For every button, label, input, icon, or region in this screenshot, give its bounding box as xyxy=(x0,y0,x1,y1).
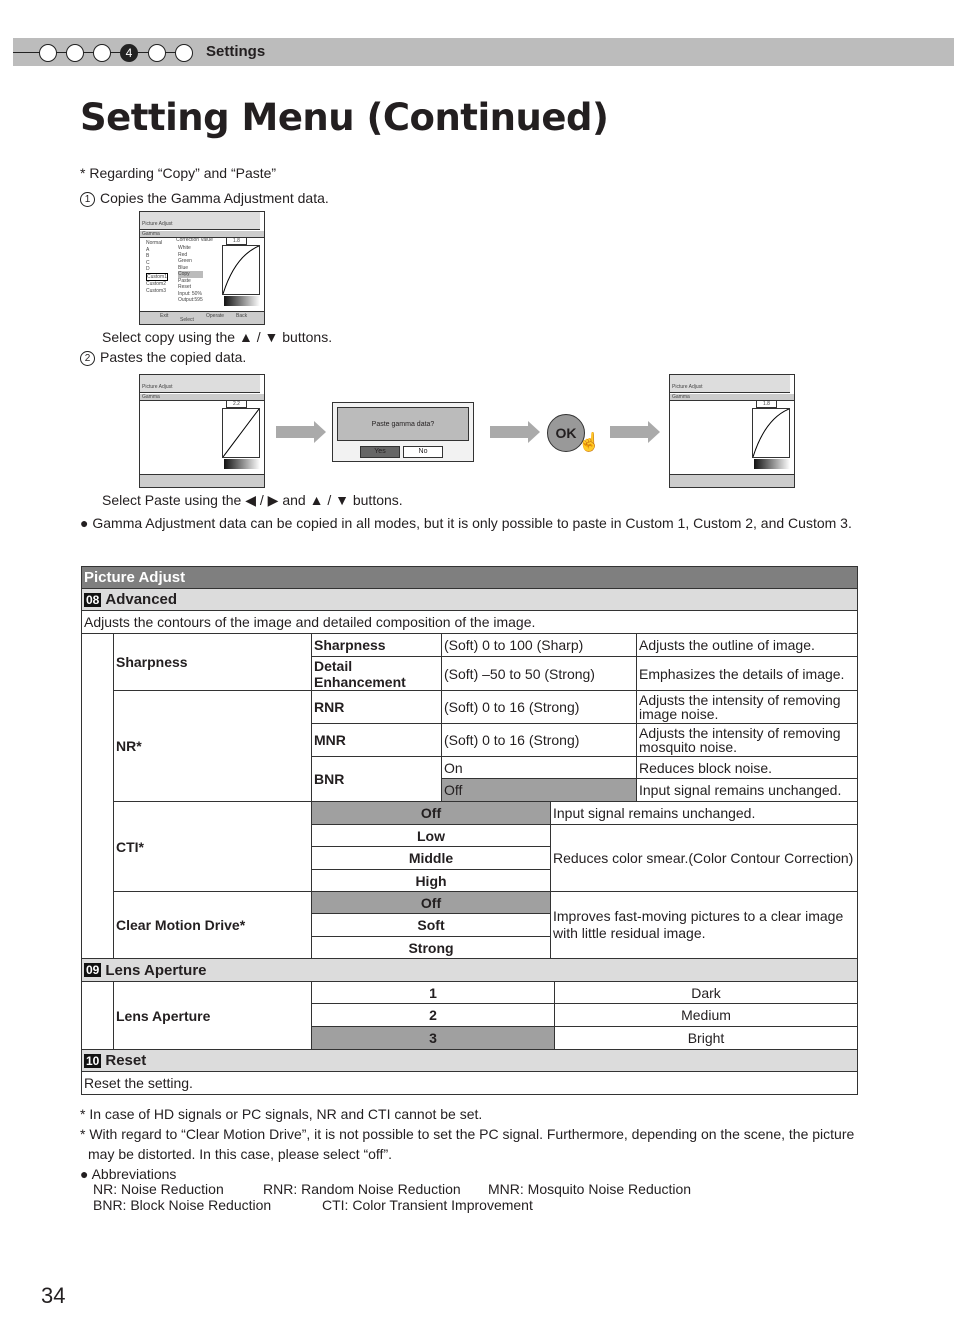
footnote: may be distorted. In this case, please select “off”. xyxy=(88,1146,393,1162)
abbreviation: BNR: Block Noise Reduction xyxy=(93,1197,272,1213)
tab-label: Picture Adjust xyxy=(672,384,703,390)
caption-text: Select Paste using the xyxy=(102,492,242,508)
sharpness-label: Sharpness xyxy=(113,633,312,691)
step-number: 1 xyxy=(80,192,95,207)
bnr-off-default: Off xyxy=(441,778,637,802)
bullet-icon: ● xyxy=(80,515,89,531)
section-label: Settings xyxy=(206,43,266,60)
lens-label: Lens Aperture xyxy=(113,981,312,1050)
button: Paste xyxy=(178,277,191,284)
gamma-curve xyxy=(752,408,790,458)
step-2 xyxy=(80,349,246,366)
dialog-message: Paste gamma data? xyxy=(337,407,469,441)
footer-label: Back xyxy=(236,313,248,319)
caption-text: and xyxy=(282,492,306,508)
row-name: MNR xyxy=(311,723,442,757)
abbreviations-heading xyxy=(80,1166,176,1182)
indent-cell xyxy=(81,981,114,1050)
bullet-icon: ● xyxy=(80,1166,89,1182)
row-desc: Input signal remains unchanged. xyxy=(550,801,858,825)
correction-value: 1.8 xyxy=(756,400,777,408)
row-name: BNR xyxy=(311,756,442,802)
row-desc: Adjusts the outline of image. xyxy=(636,633,858,657)
button: Green xyxy=(178,258,192,264)
step-text: Pastes the copied data. xyxy=(100,349,247,365)
row-desc: Reduces color smear.(Color Contour Correction) xyxy=(550,824,858,892)
lens-desc: Bright xyxy=(554,1026,858,1050)
row-range: (Soft) 0 to 100 (Sharp) xyxy=(441,633,637,657)
lens-desc: Dark xyxy=(554,981,858,1004)
footnote: * With regard to “Clear Motion Drive”, it is not possible to set the PC signal. Furthermore, depending on the scene, the picture xyxy=(80,1126,855,1142)
abbreviation: RNR: Random Noise Reduction xyxy=(263,1181,461,1197)
cti-option: High xyxy=(311,869,551,892)
section-label: Lens Aperture xyxy=(105,961,207,979)
lens-option: 2 xyxy=(311,1003,555,1027)
mode: B xyxy=(146,253,150,259)
tab-label: Picture Adjust xyxy=(142,221,173,227)
no-button[interactable]: No xyxy=(403,446,443,458)
cmd-option: Soft xyxy=(311,913,551,937)
reset-description: Reset the setting. xyxy=(81,1071,858,1095)
gradient-bar xyxy=(224,296,260,306)
panel-title: Gamma xyxy=(670,394,794,401)
mode: D xyxy=(146,266,150,272)
step-circle xyxy=(175,44,193,62)
gradient-bar xyxy=(754,459,790,469)
abbreviation: NR: Noise Reduction xyxy=(93,1181,224,1197)
mode: Custom2 xyxy=(146,281,167,287)
screen-footer xyxy=(140,311,264,324)
button: Blue xyxy=(178,264,189,271)
mode: Normal xyxy=(146,240,163,246)
step-circle xyxy=(66,44,84,62)
row-range: (Soft) –50 to 50 (Strong) xyxy=(441,656,637,691)
button: Reset xyxy=(178,284,192,290)
button: Red xyxy=(178,251,188,258)
gamma-curve xyxy=(222,408,260,458)
step-text: Copies the Gamma Adjustment data. xyxy=(100,190,329,206)
arrow-right-icon xyxy=(610,426,650,438)
cti-option: Low xyxy=(311,824,551,847)
row-desc: Emphasizes the details of image. xyxy=(636,656,858,691)
menu-tabs xyxy=(670,375,790,393)
abbreviation: MNR: Mosquito Noise Reduction xyxy=(488,1181,692,1197)
mode-selected: Custom1 xyxy=(147,273,168,280)
footer-label: Exit xyxy=(160,313,169,319)
cti-option-default: Off xyxy=(311,801,551,825)
copy-button: Copy xyxy=(178,271,203,278)
panel-title: Gamma xyxy=(140,231,264,238)
tab-label: Picture Adjust xyxy=(142,384,173,390)
gradient-bar xyxy=(224,459,260,469)
step1-caption: Select copy using the ▲ / ▼ buttons. xyxy=(102,329,333,345)
gamma-screen-copy xyxy=(139,211,265,325)
left-triangle-icon: ◀ xyxy=(245,492,256,508)
correction-value: 2.2 xyxy=(226,400,247,408)
page-title: Setting Menu (Continued) xyxy=(80,96,609,139)
step-circle xyxy=(39,44,57,62)
cmd-option: Strong xyxy=(311,936,551,959)
step-number: 2 xyxy=(80,351,95,366)
mode-list xyxy=(146,240,168,294)
bnr-on: On xyxy=(441,756,637,779)
row-desc: Input signal remains unchanged. xyxy=(636,778,858,802)
ok-button[interactable]: OK xyxy=(547,414,585,452)
nr-label: NR* xyxy=(113,690,312,802)
table-title: Picture Adjust xyxy=(81,566,858,589)
button: White xyxy=(178,245,191,251)
advanced-header xyxy=(81,588,858,611)
indent-cell xyxy=(81,633,114,959)
correction-value: 1.8 xyxy=(226,237,247,245)
down-triangle-icon: ▼ xyxy=(335,492,349,508)
caption-text: Select copy using the xyxy=(102,329,236,345)
lens-header xyxy=(81,958,858,982)
item-number: 08 xyxy=(86,592,100,607)
step2-caption: Select Paste using the ◀ / ▶ and ▲ / ▼ buttons. xyxy=(102,492,403,508)
paste-dialog xyxy=(332,402,474,462)
down-triangle-icon: ▼ xyxy=(264,329,279,345)
row-desc: Reduces block noise. xyxy=(636,756,858,779)
lens-option-default: 3 xyxy=(311,1026,555,1050)
arrow-right-icon xyxy=(490,426,530,438)
panel-title: Gamma xyxy=(140,394,264,401)
step-circle-current: 4 xyxy=(120,44,138,62)
menu-tabs xyxy=(140,375,260,393)
step-1 xyxy=(80,190,329,207)
gamma-buttons xyxy=(178,245,203,304)
up-triangle-icon: ▲ xyxy=(309,492,324,508)
yes-button[interactable]: Yes xyxy=(360,446,400,458)
footer-label: Select xyxy=(180,317,194,323)
note-text: Gamma Adjustment data can be copied in all modes, but it is only possible to paste in Custom 1, Custom 2, and Custom 3. xyxy=(92,515,852,531)
screen-footer xyxy=(140,474,264,487)
abbreviation: CTI: Color Transient Improvement xyxy=(322,1197,533,1213)
row-desc: Adjusts the intensity of removing mosquito noise. xyxy=(636,723,858,757)
advanced-description: Adjusts the contours of the image and detailed composition of the image. xyxy=(81,610,858,634)
row-range: (Soft) 0 to 16 (Strong) xyxy=(441,690,637,724)
up-triangle-icon: ▲ xyxy=(238,329,253,345)
hand-pointer-icon: ☝ xyxy=(578,432,601,452)
mode: Custom3 xyxy=(146,287,167,294)
cmd-label: Clear Motion Drive* xyxy=(113,891,312,959)
step-circle xyxy=(93,44,111,62)
correction-label: Correction Value xyxy=(176,237,213,243)
row-range: (Soft) 0 to 16 (Strong) xyxy=(441,723,637,757)
cti-option: Middle xyxy=(311,846,551,870)
reset-header xyxy=(81,1049,858,1072)
caption-text: buttons. xyxy=(282,329,333,345)
copy-paste-heading: * Regarding “Copy” and “Paste” xyxy=(80,165,277,181)
screen-footer xyxy=(670,474,794,487)
gamma-screen-result xyxy=(669,374,795,488)
menu-tabs xyxy=(140,212,260,230)
item-number: 09 xyxy=(86,963,100,977)
footer-label: Operate xyxy=(206,313,225,319)
section-label: Reset xyxy=(105,1052,147,1069)
mode: A xyxy=(146,246,150,253)
picture-adjust-table xyxy=(81,566,858,1095)
lens-desc: Medium xyxy=(554,1003,858,1027)
gamma-screen-paste xyxy=(139,374,265,488)
row-desc: Adjusts the intensity of removing image noise. xyxy=(636,690,858,724)
row-name: Sharpness xyxy=(311,633,442,657)
abbr-title: Abbreviations xyxy=(91,1166,177,1182)
cti-label: CTI* xyxy=(113,801,312,892)
mode: C xyxy=(146,259,150,266)
input-value: Input: 50% xyxy=(178,290,202,297)
caption-text: buttons. xyxy=(352,492,403,508)
row-name: Detail Enhancement xyxy=(311,656,442,691)
page-number: 34 xyxy=(41,1283,66,1308)
gamma-curve xyxy=(222,245,260,295)
section-label: Advanced xyxy=(105,591,178,608)
item-number: 10 xyxy=(86,1053,100,1068)
row-name: RNR xyxy=(311,690,442,724)
output-value: Output:595 xyxy=(178,297,203,303)
row-desc: Improves fast-moving pictures to a clear image with little residual image. xyxy=(550,891,858,959)
step-circle xyxy=(148,44,166,62)
gamma-note xyxy=(80,515,852,531)
right-triangle-icon: ▶ xyxy=(267,492,279,508)
lens-option: 1 xyxy=(311,981,555,1004)
footnote: * In case of HD signals or PC signals, NR and CTI cannot be set. xyxy=(80,1106,483,1122)
cmd-option-default: Off xyxy=(311,891,551,914)
arrow-right-icon xyxy=(276,426,316,438)
